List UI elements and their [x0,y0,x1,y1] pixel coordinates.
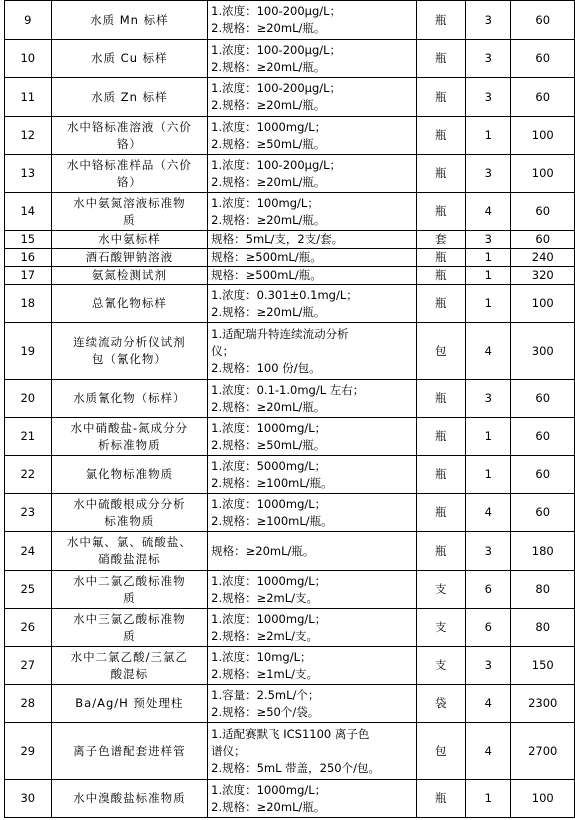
row-number: 17 [5,267,52,285]
item-name-line: 氯化物标准物质 [85,467,174,481]
item-quantity: 1 [466,780,511,818]
item-price: 60 [511,78,575,117]
item-name-line: 硝酸盐混标 [98,552,161,566]
item-name [51,323,208,380]
item-quantity: 4 [466,494,511,532]
item-quantity: 3 [466,78,511,117]
table-row [5,249,575,267]
item-unit: 瓶 [416,117,465,155]
item-name [51,231,208,249]
item-name-line: 析标准物质 [98,437,161,452]
item-price: 100 [511,155,575,193]
table-row [5,647,575,685]
item-price: 320 [511,267,575,285]
item-price: 60 [511,418,575,456]
item-spec-line: 1.浓度：1000mg/L； [211,573,327,588]
item-spec-line: 2.规格：≥2mL/支。 [211,590,319,605]
row-number: 16 [5,249,52,267]
item-name-line: 酸混标 [110,666,149,681]
item-name [51,380,208,418]
item-spec-line: 2.规格：≥20mL/瓶。 [211,304,326,319]
row-number: 28 [5,685,52,723]
item-quantity: 3 [466,231,511,249]
row-number: 14 [5,193,52,231]
item-price: 2300 [511,685,575,723]
item-spec [208,494,416,532]
item-spec-line: 2.规格：≥20mL/瓶。 [211,21,326,35]
item-price: 2700 [511,723,575,780]
item-spec [208,532,416,571]
row-number: 12 [5,117,52,155]
item-spec-line: 2.规格：≥20mL/瓶。 [211,399,326,414]
item-spec-line: 2.规格：5mL 带盖，250个/包。 [211,760,381,775]
item-spec-line: 1.适配赛默飞 ICS1100 离子色 [211,726,370,741]
item-name-line: 质 [123,590,136,605]
item-price: 300 [511,323,575,380]
item-spec-line: 规格：≥20mL/瓶。 [211,543,315,558]
item-name [51,609,208,647]
item-spec [208,685,416,723]
table-row [5,494,575,532]
item-name [51,78,208,117]
item-price: 100 [511,285,575,323]
item-name-line: 水中二氯乙酸标准物 [73,573,186,588]
item-unit: 瓶 [416,155,465,193]
item-unit: 支 [416,571,465,609]
item-spec-line: 1.浓度：0.301±0.1mg/L； [211,287,358,302]
item-price: 150 [511,647,575,685]
item-spec-line: 2.规格：100 份/包。 [211,360,321,375]
item-price: 80 [511,609,575,647]
item-spec-line: 1.浓度：0.1-1.0mg/L 左右； [211,382,365,397]
item-price: 60 [511,193,575,231]
row-number: 26 [5,609,52,647]
table-row [5,285,575,323]
item-spec [208,323,416,380]
item-name-line: 水中溴酸盐标准物质 [73,791,186,805]
table-row [5,267,575,285]
item-name-line: 水中硝酸盐-氮成分分 [70,420,189,435]
item-name [51,418,208,456]
item-quantity: 3 [466,647,511,685]
item-price: 60 [511,494,575,532]
item-spec-line: 规格：≥500mL/瓶。 [211,250,322,264]
item-name [51,267,208,285]
item-spec [208,780,416,818]
item-spec-line: 2.规格：≥20mL/瓶。 [211,98,326,112]
item-name-line: 水中二氯乙酸/三氯乙 [70,649,189,664]
item-spec-line: 2.规格：≥50mL/瓶。 [211,437,326,452]
item-spec [208,609,416,647]
item-quantity: 1 [466,249,511,267]
item-spec-line: 2.规格：≥20mL/瓶。 [211,799,326,814]
item-name-line: 水中铬标准溶液（六价 [66,119,192,134]
item-unit: 瓶 [416,494,465,532]
item-name [51,249,208,267]
item-spec [208,193,416,231]
item-unit: 瓶 [416,193,465,231]
item-quantity: 6 [466,571,511,609]
item-price: 60 [511,231,575,249]
row-number: 23 [5,494,52,532]
row-number: 25 [5,571,52,609]
item-name [51,1,208,40]
item-name [51,456,208,494]
item-name [51,723,208,780]
item-unit: 袋 [416,685,465,723]
item-spec-line: 2.规格：≥2mL/支。 [211,628,319,643]
item-spec-line: 规格：≥500mL/瓶。 [211,268,322,282]
table-row [5,723,575,780]
item-spec [208,1,416,40]
item-name [51,571,208,609]
item-spec [208,380,416,418]
item-spec-line: 1.浓度：100mg/L； [211,195,319,210]
table-row [5,418,575,456]
table-row [5,231,575,249]
item-name [51,780,208,818]
item-spec-line: 1.浓度：100-200μg/L； [211,157,342,172]
item-spec-line: 仪； [211,343,235,358]
item-spec [208,418,416,456]
table-body [5,1,575,818]
item-spec [208,647,416,685]
item-spec [208,571,416,609]
reagent-table [4,0,575,818]
item-spec-line: 1.浓度：1000mg/L； [211,420,327,435]
item-price: 100 [511,780,575,818]
item-unit: 瓶 [416,532,465,571]
table-row [5,193,575,231]
table-row [5,380,575,418]
item-spec-line: 1.浓度：1000mg/L； [211,119,327,134]
item-name-line: 质 [123,628,136,643]
item-price: 240 [511,249,575,267]
item-name-line: 水中三氯乙酸标准物 [73,611,186,626]
item-name [51,40,208,78]
item-price: 60 [511,380,575,418]
table-row [5,117,575,155]
item-name [51,532,208,571]
item-spec-line: 1.浓度：5000mg/L； [211,458,327,473]
table-row [5,780,575,818]
row-number: 19 [5,323,52,380]
item-name-line: 水质 Mn 标样 [90,12,169,27]
item-name [51,285,208,323]
item-spec [208,267,416,285]
row-number: 21 [5,418,52,456]
item-spec-line: 1.浓度：100-200μg/L； [211,4,342,18]
item-unit: 瓶 [416,78,465,117]
row-number: 15 [5,231,52,249]
row-number: 24 [5,532,52,571]
item-spec [208,117,416,155]
item-price: 60 [511,1,575,40]
item-name-line: Ba/Ag/H 预处理柱 [75,696,184,710]
table-row [5,609,575,647]
item-price: 80 [511,571,575,609]
item-spec-line: 2.规格：≥100mL/瓶。 [211,513,333,528]
item-quantity: 4 [466,193,511,231]
row-number: 29 [5,723,52,780]
item-spec-line: 1.浓度：10mg/L； [211,649,312,664]
item-spec-line: 规格：5mL/支，2支/套。 [211,232,344,246]
item-name-line: 水中氟、氯、硫酸盐、 [66,535,192,549]
item-spec [208,285,416,323]
table-row [5,1,575,40]
item-unit: 包 [416,723,465,780]
item-quantity: 1 [466,456,511,494]
item-name-line: 水中硫酸根成分分析 [73,496,186,511]
item-spec-line: 2.规格：≥50个/袋。 [211,704,320,719]
item-unit: 瓶 [416,249,465,267]
item-name-line: 水质 Zn 标样 [91,89,168,104]
item-name-line: 水质 Cu 标样 [91,51,168,65]
item-unit: 支 [416,609,465,647]
item-name-line: 包（氰化物） [91,352,167,366]
row-number: 27 [5,647,52,685]
item-spec [208,40,416,78]
item-unit: 瓶 [416,40,465,78]
item-spec-line: 2.规格：≥100mL/瓶。 [211,475,333,490]
item-name [51,117,208,155]
item-spec-line: 2.规格：≥20mL/瓶。 [211,59,326,74]
item-quantity: 4 [466,723,511,780]
item-spec-line: 2.规格：≥50mL/瓶。 [211,136,326,151]
item-name [51,494,208,532]
item-spec-line: 1.浓度：1000mg/L； [211,782,327,797]
item-spec-line: 1.适配瑞升特连续流动分析 [211,326,349,341]
item-price: 60 [511,40,575,78]
item-unit: 瓶 [416,780,465,818]
item-spec [208,231,416,249]
item-unit: 包 [416,323,465,380]
row-number: 20 [5,380,52,418]
table-row [5,685,575,723]
row-number: 9 [5,1,52,40]
item-price: 180 [511,532,575,571]
item-quantity: 1 [466,117,511,155]
item-name-line: 铬） [116,136,142,151]
item-spec-line: 2.规格：≥20mL/瓶。 [211,212,326,227]
item-name-line: 总氰化物标样 [91,296,167,310]
item-name-line: 质 [123,212,136,227]
item-spec-line: 1.容量：2.5mL/个； [211,687,320,702]
item-quantity: 4 [466,323,511,380]
table-row [5,532,575,571]
item-unit: 瓶 [416,456,465,494]
item-unit: 瓶 [416,418,465,456]
item-name [51,155,208,193]
item-spec-line: 1.浓度：1000mg/L； [211,496,327,511]
row-number: 22 [5,456,52,494]
item-name-line: 酒石酸钾钠溶液 [85,250,174,264]
item-spec-line: 2.规格：≥20mL/瓶。 [211,174,326,189]
item-quantity: 6 [466,609,511,647]
item-spec [208,78,416,117]
row-number: 18 [5,285,52,323]
item-name-line: 离子色谱配套进样管 [73,743,186,758]
item-quantity: 3 [466,380,511,418]
item-spec [208,249,416,267]
item-spec-line: 谱仪； [211,743,246,758]
item-spec-line: 1.浓度：100-200μg/L； [211,42,342,57]
item-quantity: 3 [466,40,511,78]
item-name [51,647,208,685]
item-price: 100 [511,117,575,155]
item-unit: 瓶 [416,267,465,285]
row-number: 30 [5,780,52,818]
table-row [5,155,575,193]
item-price: 60 [511,456,575,494]
item-name-line: 水中氨氮溶液标准物 [73,195,186,210]
item-name-line: 连续流动分析仪试剂 [73,335,186,349]
item-spec [208,456,416,494]
item-quantity: 3 [466,1,511,40]
table-row [5,571,575,609]
item-quantity: 4 [466,685,511,723]
item-quantity: 3 [466,532,511,571]
item-unit: 瓶 [416,1,465,40]
item-unit: 瓶 [416,285,465,323]
item-quantity: 1 [466,418,511,456]
row-number: 13 [5,155,52,193]
table-row [5,456,575,494]
item-spec [208,723,416,780]
item-name-line: 铬） [116,174,142,189]
item-spec [208,155,416,193]
item-unit: 支 [416,647,465,685]
item-name-line: 水中氨标样 [98,232,161,246]
item-name-line: 氨氮检测试剂 [91,268,167,282]
item-name-line: 水质氰化物（标样） [73,391,186,405]
item-unit: 套 [416,231,465,249]
item-spec-line: 1.浓度：100-200μg/L； [211,81,342,95]
row-number: 10 [5,40,52,78]
table-row [5,78,575,117]
item-quantity: 1 [466,285,511,323]
item-quantity: 3 [466,155,511,193]
item-unit: 瓶 [416,380,465,418]
item-quantity: 1 [466,267,511,285]
item-name-line: 水中铬标准样品（六价 [66,157,192,172]
table-row [5,323,575,380]
item-name [51,193,208,231]
item-name-line: 标准物质 [104,513,155,528]
row-number: 11 [5,78,52,117]
item-spec-line: 2.规格：≥1mL/支。 [211,666,319,681]
table-row [5,40,575,78]
item-spec-line: 1.浓度：1000mg/L； [211,611,327,626]
item-name [51,685,208,723]
